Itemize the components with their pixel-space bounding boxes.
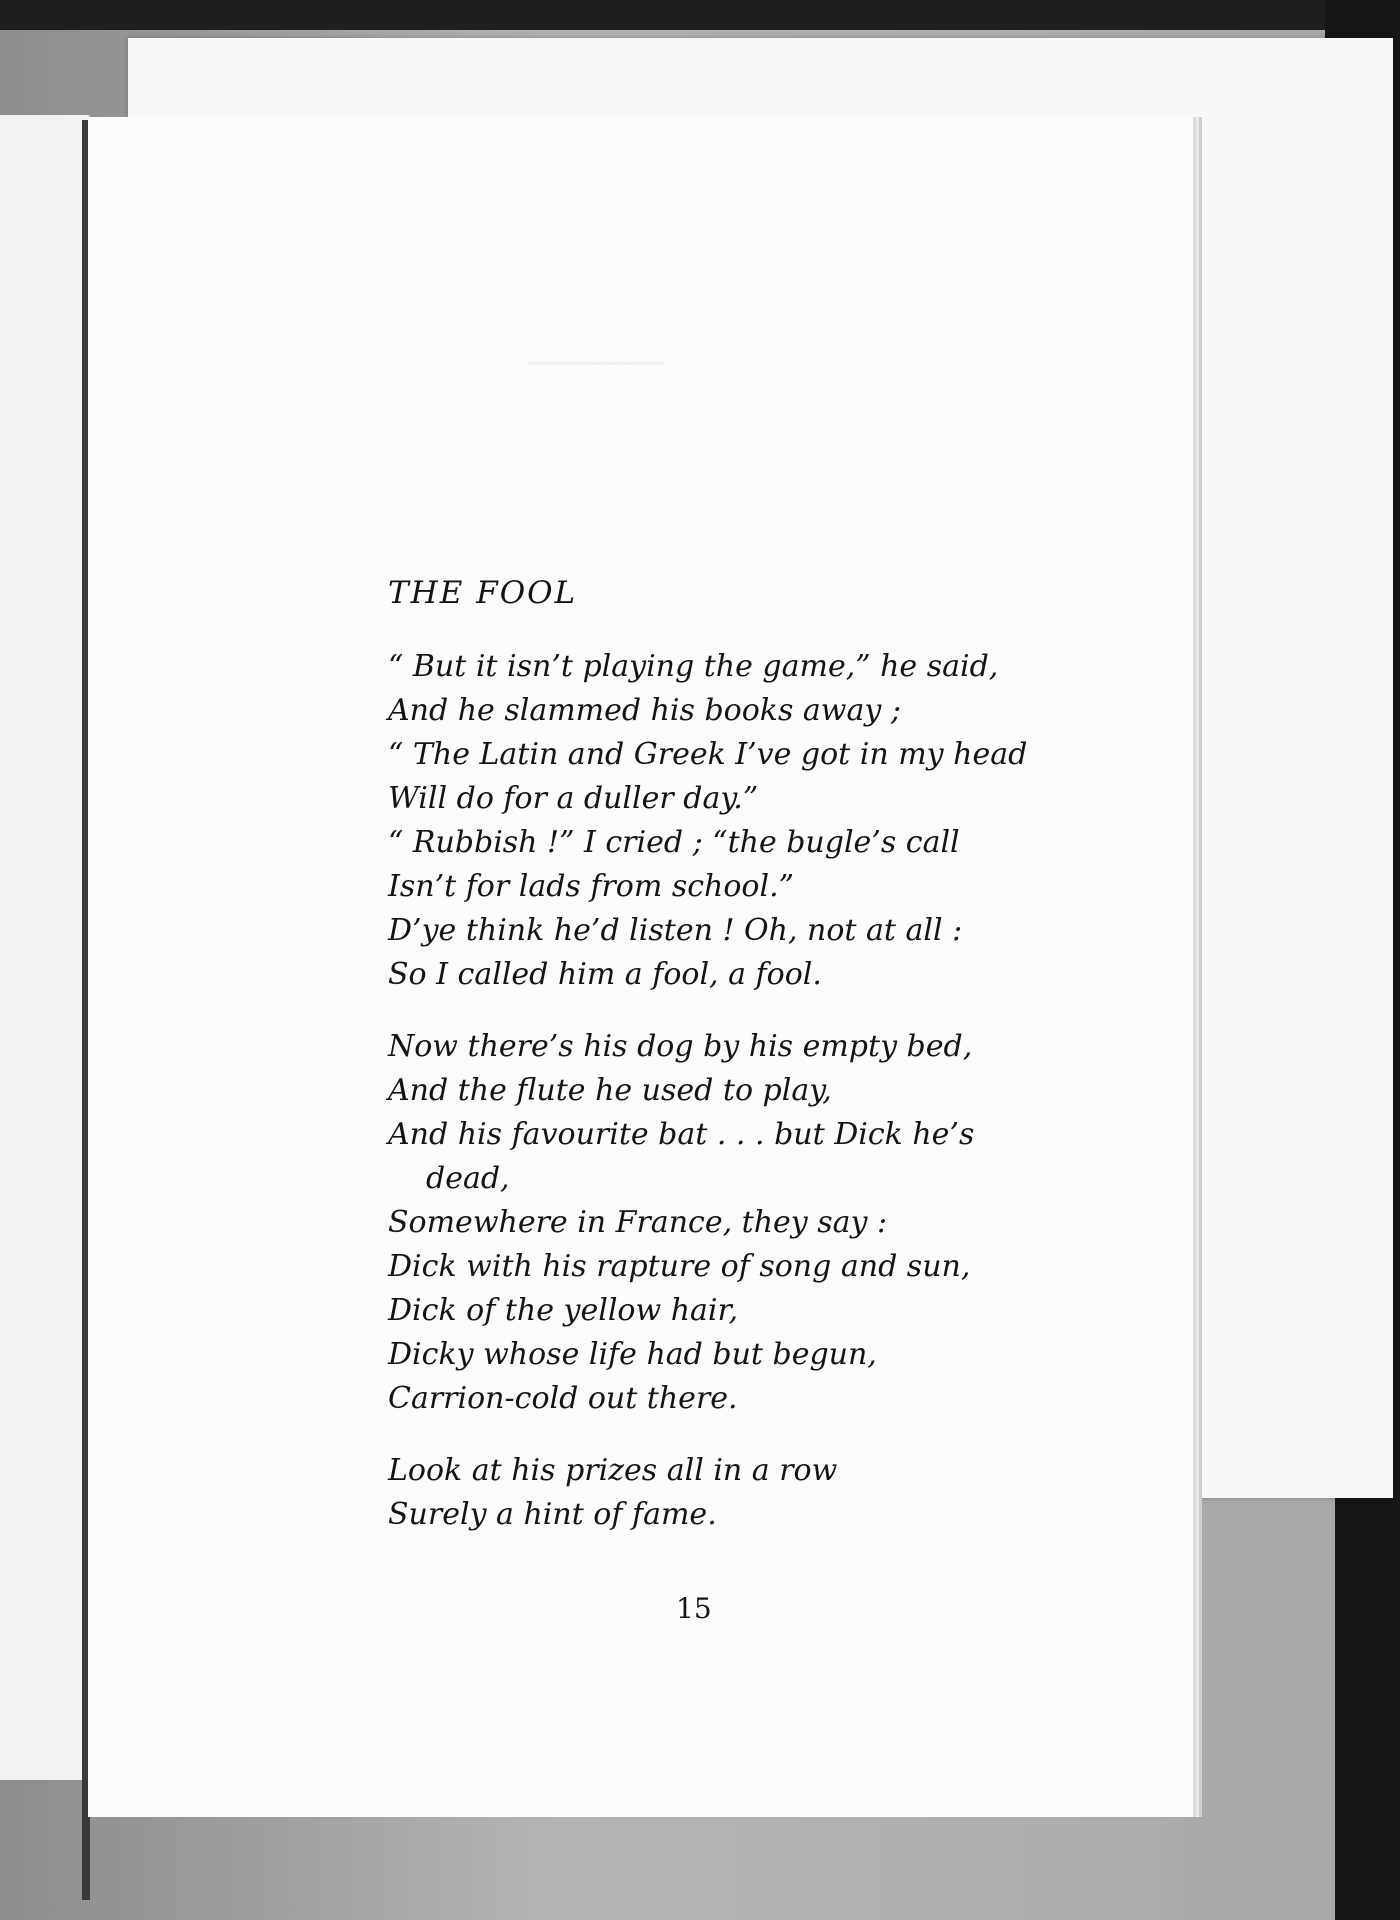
poem bbox=[388, 569, 1148, 1537]
poem-title: THE FOOL bbox=[388, 575, 578, 611]
poem-line: Dick of the yellow hair, bbox=[388, 1293, 739, 1328]
left-page-edge bbox=[0, 115, 90, 1780]
stanza bbox=[388, 1449, 1148, 1537]
poem-line: Dick with his rapture of song and sun, bbox=[388, 1249, 971, 1284]
poem-line: Now there’s his dog by his empty bed, bbox=[388, 1029, 973, 1064]
poem-line: Somewhere in France, they say : bbox=[388, 1205, 888, 1240]
stanza bbox=[388, 645, 1148, 997]
page-number: 15 bbox=[676, 1592, 712, 1625]
poem-line: Will do for a duller day.” bbox=[388, 781, 759, 816]
book-cover-corner bbox=[1185, 1490, 1335, 1920]
poem-line: Carrion-cold out there. bbox=[388, 1381, 738, 1416]
stanza-break bbox=[388, 1421, 1148, 1449]
poem-line-continuation: dead, bbox=[426, 1161, 510, 1196]
poem-line: Isn’t for lads from school.” bbox=[388, 869, 794, 904]
poem-line: And his favourite bat . . . but Dick he’s bbox=[388, 1117, 975, 1152]
poem-line: Look at his prizes all in a row bbox=[388, 1453, 838, 1488]
poem-line: And he slammed his books away ; bbox=[388, 693, 901, 728]
bleed-through-text: ──────── bbox=[528, 347, 663, 380]
poem-line: Dicky whose life had but begun, bbox=[388, 1337, 877, 1372]
poem-line: So I called him a fool, a fool. bbox=[388, 957, 822, 992]
poem-line: Surely a hint of fame. bbox=[388, 1497, 717, 1532]
stanza-break bbox=[388, 997, 1148, 1025]
poem-line: “ The Latin and Greek I’ve got in my head bbox=[388, 737, 1028, 772]
poem-line: “ But it isn’t playing the game,” he said, bbox=[388, 649, 999, 684]
poem-line: “ Rubbish !” I cried ; “the bugle’s call bbox=[388, 825, 960, 860]
stanza bbox=[388, 1025, 1148, 1421]
poem-line: D’ye think he’d listen ! Oh, not at all : bbox=[388, 913, 963, 948]
poem-line: And the flute he used to play, bbox=[388, 1073, 832, 1108]
book-page bbox=[88, 117, 1193, 1817]
